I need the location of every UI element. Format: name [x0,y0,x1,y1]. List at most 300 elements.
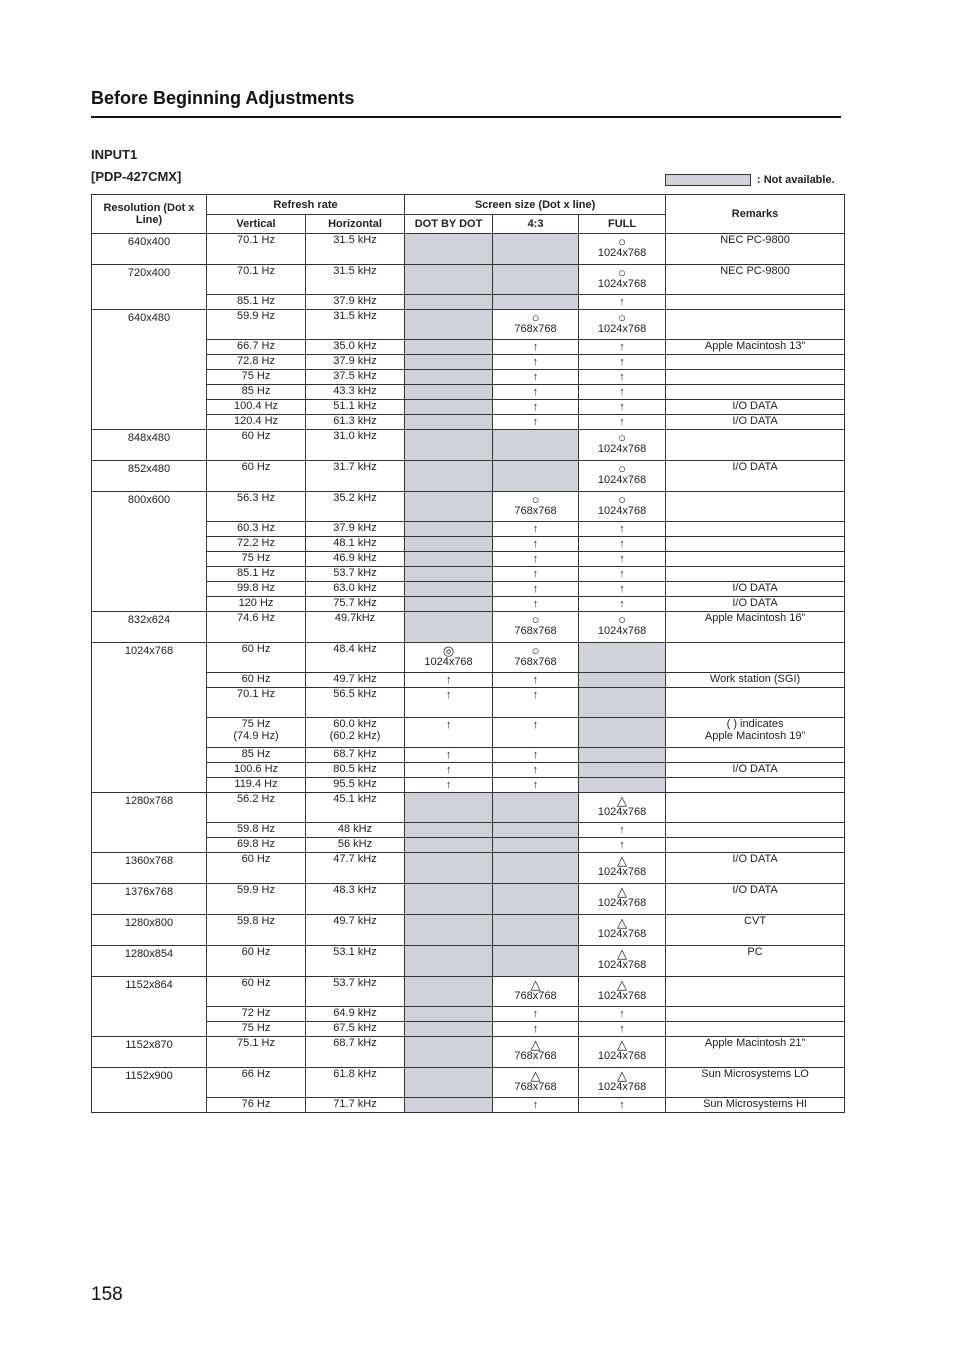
horizontal-cell-value: 75.7 kHz [333,597,377,609]
horizontal-cell-value: 37.5 kHz [333,370,377,382]
same-as-above-icon: ↑ [445,719,452,731]
remarks-cell-value: Apple Macintosh 21” [704,1037,806,1049]
remarks-cell-value-2: Apple Macintosh 19” [704,730,806,742]
same-as-above-icon: ↑ [619,824,625,836]
dot-by-dot-cell-not-available [405,612,493,643]
dot-by-dot-cell-not-available [405,567,493,582]
vertical-cell [207,1022,306,1037]
vertical-cell-value: 60 Hz [241,430,271,442]
same-as-above-icon: ↑ [532,371,539,383]
remarks-cell [666,400,845,415]
display-size: 768x768 [514,1050,557,1062]
full-cell [579,1022,666,1037]
remarks-cell-value: Work station (SGI) [709,673,801,685]
horizontal-cell [306,430,405,461]
vertical-cell-value-2: (74.9 Hz) [233,730,279,742]
dot-by-dot-cell-not-available [405,853,493,884]
horizontal-cell-value: 56 kHz [337,838,373,850]
vertical-cell-value: 66 Hz [241,1068,271,1080]
same-as-above-icon: ↑ [532,1023,539,1035]
remarks-cell [666,793,845,823]
vertical-cell-value: 60 Hz [241,673,271,685]
ratio-4-3-cell-not-available [493,915,579,946]
vertical-cell-value: 85.1 Hz [237,295,275,307]
vertical-cell-value: 60 Hz [241,643,271,655]
same-as-above-icon: ↑ [619,1008,625,1020]
resolution-cell: 640x480 [92,310,207,430]
remarks-cell [666,915,845,946]
remarks-cell-value: I/O DATA [732,400,778,412]
vertical-cell [207,234,306,265]
vertical-cell-value: 60.3 Hz [237,522,275,534]
display-size: 768x768 [514,656,557,668]
remarks-header: Remarks [666,195,845,234]
remarks-cell [666,1022,845,1037]
vertical-cell [207,370,306,385]
same-as-above-icon: ↑ [619,341,625,353]
same-as-above-icon: ↑ [619,523,625,535]
vertical-cell-value: 72 Hz [241,1007,271,1019]
remarks-cell-value: CVT [744,915,767,927]
same-as-above-icon: ↑ [619,583,625,595]
dot-by-dot-cell [405,763,493,778]
dot-by-dot-cell [405,718,493,748]
title-rule [91,116,841,118]
full-cell [579,234,666,265]
resolution-cell: 1280x768 [92,793,207,853]
same-as-above-icon: ↑ [619,553,625,565]
full-cell [579,597,666,612]
display-size: 1024x768 [597,474,647,486]
vertical-cell [207,946,306,977]
horizontal-cell-value: 46.9 kHz [333,552,377,564]
horizontal-cell [306,1098,405,1113]
horizontal-cell-value: 47.7 kHz [333,853,377,865]
remarks-cell [666,522,845,537]
same-as-above-icon: ↑ [532,598,539,610]
table-body [92,234,845,1113]
circle-icon: ○ [618,612,626,627]
ratio-4-3-cell [493,1098,579,1113]
full-cell-not-available [579,763,666,778]
dot-by-dot-cell-not-available [405,977,493,1007]
vertical-cell [207,385,306,400]
vertical-cell-value: 85.1 Hz [237,567,275,579]
legend-label: : Not available. [757,174,835,186]
dot-by-dot-cell [405,778,493,793]
remarks-cell-value: I/O DATA [732,884,778,896]
horizontal-cell [306,370,405,385]
vertical-cell [207,265,306,295]
horizontal-cell [306,400,405,415]
horizontal-cell [306,295,405,310]
dot-by-dot-cell-not-available [405,597,493,612]
vertical-cell [207,612,306,643]
vertical-cell [207,430,306,461]
horizontal-cell-value: 61.3 kHz [333,415,377,427]
remarks-cell [666,295,845,310]
horizontal-cell-value: 45.1 kHz [333,793,377,805]
vertical-cell [207,643,306,673]
horizontal-cell-value: 68.7 kHz [333,748,377,760]
vertical-cell [207,340,306,355]
vertical-cell-value: 120.4 Hz [233,415,279,427]
same-as-above-icon: ↑ [532,583,539,595]
table-row [92,884,845,915]
full-cell [579,310,666,340]
vertical-cell [207,977,306,1007]
vertical-cell-value: 75 Hz [241,552,271,564]
ratio-4-3-cell [493,1007,579,1022]
remarks-cell [666,718,845,748]
vertical-cell [207,295,306,310]
full-cell [579,915,666,946]
refresh-rate-header: Refresh rate [207,195,405,215]
table-row [92,643,845,673]
horizontal-cell-value: 53.1 kHz [333,946,377,958]
remarks-cell [666,537,845,552]
ratio-4-3-cell [493,522,579,537]
horizontal-cell [306,310,405,340]
full-cell-not-available [579,778,666,793]
vertical-cell-value: 75 Hz [241,370,271,382]
horizontal-cell [306,597,405,612]
remarks-cell [666,492,845,522]
triangle-icon: △ [617,946,628,961]
vertical-cell [207,492,306,522]
horizontal-cell-value: 31.0 kHz [333,430,377,442]
horizontal-cell [306,340,405,355]
display-size: 768x768 [514,1081,557,1093]
ratio-4-3-cell [493,1037,579,1068]
same-as-above-icon: ↑ [532,1099,539,1111]
same-as-above-icon: ↑ [619,598,625,610]
dot-by-dot-header: DOT BY DOT [405,215,493,234]
circle-icon: ○ [531,310,540,325]
remarks-cell [666,310,845,340]
display-size: 768x768 [514,990,557,1002]
remarks-cell [666,355,845,370]
dot-by-dot-cell-not-available [405,340,493,355]
circle-icon: ○ [531,492,540,507]
horizontal-cell-value: 48.3 kHz [333,884,377,896]
triangle-icon: △ [617,977,628,992]
ratio-4-3-cell-not-available [493,884,579,915]
vertical-cell-value: 85 Hz [241,385,271,397]
resolution-cell: 1376x768 [92,884,207,915]
vertical-cell-value: 76 Hz [241,1098,271,1110]
dot-by-dot-cell-not-available [405,1007,493,1022]
remarks-cell-value: Sun Microsystems HI [703,1098,807,1110]
full-cell [579,415,666,430]
table-row [92,946,845,977]
horizontal-cell [306,522,405,537]
same-as-above-icon: ↑ [619,371,625,383]
ratio-4-3-cell [493,310,579,340]
horizontal-cell [306,673,405,688]
display-size: 1024x768 [597,443,647,455]
full-cell [579,853,666,884]
table-row [92,310,845,340]
horizontal-cell [306,537,405,552]
resolution-cell: 852x480 [92,461,207,492]
vertical-cell [207,1037,306,1068]
resolution-header: Resolution (Dot x Line) [92,195,207,234]
resolution-cell: 1152x864 [92,977,207,1037]
dot-by-dot-cell-not-available [405,884,493,915]
full-cell [579,946,666,977]
vertical-cell-value: 85 Hz [241,748,271,760]
horizontal-cell-value: 68.7 kHz [333,1037,377,1049]
remarks-cell-value: I/O DATA [732,461,778,473]
remarks-cell [666,1068,845,1098]
triangle-icon: △ [530,1068,541,1083]
vertical-cell-value: 120 Hz [238,597,274,609]
display-size: 1024x768 [597,278,647,290]
horizontal-cell-value: 37.9 kHz [333,295,377,307]
full-cell [579,355,666,370]
full-cell [579,340,666,355]
remarks-cell [666,778,845,793]
ratio-4-3-cell [493,552,579,567]
resolution-cell: 1024x768 [92,643,207,793]
horizontal-cell-value: 31.5 kHz [333,265,377,277]
vertical-cell [207,537,306,552]
vertical-cell-value: 59.9 Hz [237,310,275,322]
ratio-4-3-cell [493,748,579,763]
ratio-4-3-cell-not-available [493,793,579,823]
horizontal-cell-value: 53.7 kHz [333,977,377,989]
circle-icon: ○ [618,310,626,325]
vertical-cell [207,597,306,612]
remarks-cell [666,838,845,853]
horizontal-cell-value: 80.5 kHz [333,763,377,775]
ratio-4-3-cell [493,688,579,718]
vertical-cell [207,718,306,748]
remarks-cell [666,763,845,778]
vertical-cell-value: 100.4 Hz [233,400,279,412]
double-circle-icon: ◎ [442,643,455,658]
same-as-above-icon: ↑ [619,1099,625,1111]
same-as-above-icon: ↑ [619,401,625,413]
vertical-cell [207,567,306,582]
triangle-icon: △ [617,1037,628,1052]
remarks-cell [666,748,845,763]
horizontal-cell [306,884,405,915]
vertical-cell [207,400,306,415]
table-row [92,977,845,1007]
vertical-cell-value: 56.3 Hz [237,492,275,504]
remarks-cell-value: Sun Microsystems LO [701,1068,809,1080]
dot-by-dot-cell-not-available [405,552,493,567]
full-cell [579,884,666,915]
vertical-cell [207,582,306,597]
model-label: [PDP-427CMX] [91,169,182,184]
horizontal-header: Horizontal [306,215,405,234]
same-as-above-icon: ↑ [532,416,539,428]
triangle-icon: △ [617,884,628,899]
horizontal-cell-value: 48.1 kHz [333,537,377,549]
full-cell [579,370,666,385]
table-row [92,265,845,295]
vertical-cell [207,310,306,340]
vertical-header: Vertical [207,215,306,234]
remarks-cell-value: ( ) indicates [726,718,784,730]
remarks-cell [666,1007,845,1022]
vertical-cell-value: 72.8 Hz [237,355,275,367]
remarks-cell-value: NEC PC-9800 [720,265,790,277]
full-cell-not-available [579,643,666,673]
vertical-cell [207,1068,306,1098]
dot-by-dot-cell-not-available [405,385,493,400]
dot-by-dot-cell-not-available [405,295,493,310]
same-as-above-icon: ↑ [532,538,539,550]
triangle-icon: △ [617,1068,628,1083]
dot-by-dot-cell-not-available [405,522,493,537]
circle-icon: ○ [618,461,626,476]
horizontal-cell-value: 49.7 kHz [333,673,377,685]
remarks-cell-value: PC [747,946,763,958]
horizontal-cell-value: 56.5 kHz [333,688,377,700]
full-cell [579,612,666,643]
vertical-cell-value: 66.7 Hz [237,340,275,352]
remarks-cell [666,597,845,612]
dot-by-dot-cell-not-available [405,265,493,295]
circle-icon: ○ [618,234,626,249]
same-as-above-icon: ↑ [619,839,625,851]
resolution-cell: 640x400 [92,234,207,265]
horizontal-cell [306,552,405,567]
horizontal-cell-value: 64.9 kHz [333,1007,377,1019]
horizontal-cell-value: 51.1 kHz [333,400,377,412]
ratio-4-3-cell-not-available [493,234,579,265]
remarks-cell [666,234,845,265]
full-cell [579,567,666,582]
horizontal-cell-value: 71.7 kHz [333,1098,377,1110]
display-size: 1024x768 [424,656,473,668]
resolution-cell: 1280x800 [92,915,207,946]
horizontal-cell-value: 35.0 kHz [333,340,377,352]
horizontal-cell [306,643,405,673]
horizontal-cell-value: 48 kHz [337,823,373,835]
remarks-cell [666,853,845,884]
page-title: Before Beginning Adjustments [91,88,355,108]
horizontal-cell [306,492,405,522]
remarks-cell [666,340,845,355]
display-size: 1024x768 [597,505,647,517]
table-row [92,915,845,946]
same-as-above-icon: ↑ [445,764,452,776]
vertical-cell-value: 60 Hz [241,977,271,989]
same-as-above-icon: ↑ [619,356,625,368]
vertical-cell [207,763,306,778]
vertical-cell [207,748,306,763]
full-cell [579,1068,666,1098]
full-cell [579,552,666,567]
remarks-cell [666,643,845,673]
dot-by-dot-cell [405,748,493,763]
display-size: 1024x768 [597,897,647,909]
same-as-above-icon: ↑ [532,386,539,398]
dot-by-dot-cell-not-available [405,400,493,415]
resolution-cell: 720x400 [92,265,207,310]
display-size: 1024x768 [597,928,647,940]
remarks-cell [666,370,845,385]
horizontal-cell-value: 37.9 kHz [333,522,377,534]
remarks-cell-value: I/O DATA [732,597,778,609]
legend [665,174,835,186]
ratio-4-3-cell [493,567,579,582]
resolution-cell: 848x480 [92,430,207,461]
horizontal-cell-value: 95.5 kHz [333,778,377,790]
dot-by-dot-cell-not-available [405,1022,493,1037]
triangle-icon: △ [617,793,628,808]
vertical-cell-value: 70.1 Hz [237,688,275,700]
resolution-cell: 832x624 [92,612,207,643]
full-cell [579,265,666,295]
same-as-above-icon: ↑ [445,689,452,701]
vertical-cell-value: 69.8 Hz [237,838,275,850]
full-cell-not-available [579,748,666,763]
dot-by-dot-cell-not-available [405,582,493,597]
vertical-cell-value: 60 Hz [241,946,271,958]
ratio-4-3-cell-not-available [493,946,579,977]
vertical-cell-value: 59.8 Hz [237,915,275,927]
same-as-above-icon: ↑ [532,689,539,701]
full-cell-not-available [579,673,666,688]
dot-by-dot-cell-not-available [405,1098,493,1113]
ratio-4-3-cell [493,597,579,612]
remarks-cell [666,415,845,430]
vertical-cell [207,778,306,793]
dot-by-dot-cell-not-available [405,823,493,838]
horizontal-cell-value-2: (60.2 kHz) [329,730,381,742]
ratio-4-3-cell [493,492,579,522]
remarks-cell [666,688,845,718]
horizontal-cell-value: 31.5 kHz [333,234,377,246]
display-size: 768x768 [514,505,557,517]
horizontal-cell-value: 61.8 kHz [333,1068,377,1080]
circle-icon: ○ [531,643,540,658]
circle-icon: ○ [618,430,626,445]
remarks-cell-value: Apple Macintosh 16” [704,612,806,624]
remarks-cell-value: I/O DATA [732,582,778,594]
same-as-above-icon: ↑ [532,1008,539,1020]
full-cell [579,823,666,838]
full-cell [579,1098,666,1113]
triangle-icon: △ [617,853,628,868]
same-as-above-icon: ↑ [619,416,625,428]
remarks-cell [666,673,845,688]
table-row [92,461,845,492]
remarks-cell [666,582,845,597]
vertical-cell [207,915,306,946]
ratio-4-3-cell [493,643,579,673]
horizontal-cell [306,748,405,763]
triangle-icon: △ [530,977,541,992]
table-header [92,195,845,234]
same-as-above-icon: ↑ [619,296,625,308]
same-as-above-icon: ↑ [445,779,452,791]
full-cell [579,492,666,522]
circle-icon: ○ [618,492,626,507]
dot-by-dot-cell-not-available [405,946,493,977]
remarks-cell [666,823,845,838]
full-cell [579,522,666,537]
full-cell [579,582,666,597]
dot-by-dot-cell-not-available [405,492,493,522]
vertical-cell [207,793,306,823]
